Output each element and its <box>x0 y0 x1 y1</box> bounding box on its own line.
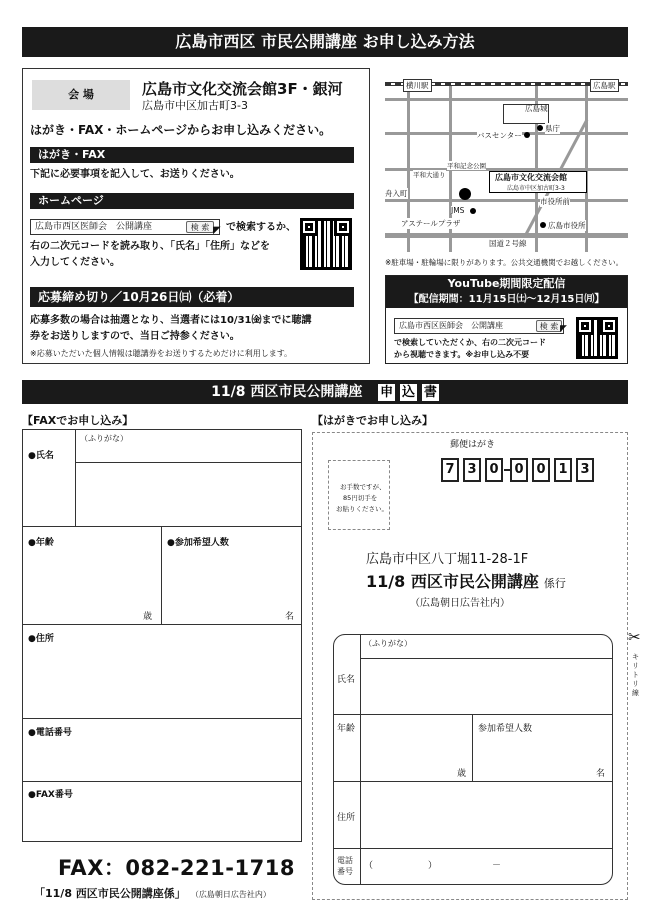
form-title-char: 込 <box>401 385 415 400</box>
fax-phone-label: ●電話番号 <box>28 728 72 738</box>
fax-row-divider <box>22 624 302 625</box>
city-hall-marker-icon <box>540 222 546 228</box>
sender-address-input[interactable] <box>361 782 612 848</box>
sender-phone-input[interactable] <box>361 849 612 884</box>
road-horizontal <box>385 98 628 101</box>
postal-digit: 7 <box>441 458 459 482</box>
map-hiroshima-station: 広島駅 <box>590 79 619 92</box>
form-title: 11/8 西区市民公開講座 <box>211 384 363 400</box>
stamp-text1: お手数ですが、 <box>340 483 386 491</box>
homepage-heading: ホームページ <box>30 193 354 209</box>
sender-phone-label2: 番号 <box>337 867 353 876</box>
page-title: 広島市西区 市民公開講座 お申し込み方法 <box>22 27 628 57</box>
venue-name: 広島市文化交流会館3F・銀河 <box>142 80 343 98</box>
youtube-text1: で検索していただくか、右の二次元コード <box>394 338 546 347</box>
cursor-icon: ◤ <box>213 225 221 236</box>
map-venue-name: 広島市文化交流会館 <box>495 173 567 182</box>
form-title-char: 申 <box>380 385 394 400</box>
road-horizontal <box>385 199 628 202</box>
sender-count-unit: 名 <box>596 769 606 779</box>
access-map <box>385 72 628 252</box>
search-button[interactable]: 検 索 <box>186 221 214 233</box>
cursor-icon: ◤ <box>560 324 567 334</box>
youtube-search-button[interactable]: 検 索 <box>536 320 562 332</box>
postal-digit: 0 <box>510 458 528 482</box>
form-title-char: 書 <box>423 385 437 400</box>
stamp-text3: お貼りください。 <box>336 505 388 513</box>
fax-count-unit: 名 <box>285 612 295 622</box>
fax-number-input[interactable] <box>23 800 301 841</box>
sender-count-input[interactable] <box>473 715 612 781</box>
homepage-text2: 右の二次元コードを読み取り、「氏名」「住所」などを <box>30 241 270 252</box>
map-venue-address: 広島市中区加古町3-3 <box>507 185 565 192</box>
fax-age-input[interactable] <box>23 527 161 624</box>
fax-number-label: ●FAX番号 <box>28 790 73 800</box>
map-yokogawa: 横川駅 <box>403 79 432 92</box>
fax-destination <box>34 882 271 901</box>
fax-count-label: ●参加希望人数 <box>167 538 229 548</box>
recipient <box>366 569 566 592</box>
fax-number: FAX：082-221-1718 <box>58 856 295 880</box>
postal-digit: 3 <box>463 458 481 482</box>
postcard-type: 郵便はがき <box>450 440 496 450</box>
postal-digit: 1 <box>554 458 572 482</box>
postcard-fax-text: 下記に必要事項を記入して、お送りください。 <box>30 169 240 180</box>
youtube-period: 【配信期間：11月15日㈯〜12月15日㈪】 <box>386 292 627 308</box>
map-prefecture: 県庁 <box>545 124 560 133</box>
jms-marker-icon <box>470 208 476 214</box>
fax-phone-input[interactable] <box>23 738 301 781</box>
postal-digit: 0 <box>532 458 550 482</box>
search-box[interactable]: 広島市西区医師会 公開講座 <box>30 219 220 235</box>
fax-address-label: ●住所 <box>28 634 54 644</box>
postal-digit: 3 <box>576 458 594 482</box>
venue-address: 広島市中区加古町3-3 <box>142 99 248 112</box>
prefecture-marker-icon <box>537 125 543 131</box>
fax-dest-note: （広島朝日広告社内） <box>190 890 271 899</box>
map-city-hall-mae: 市役所前 <box>540 197 570 206</box>
deadline-heading: 応募締め切り／10月26日㈰（必着） <box>30 287 354 307</box>
fax-row-divider <box>22 718 302 719</box>
scissors-icon: ✂ <box>628 628 641 646</box>
sender-age-label: 年齢 <box>337 724 356 734</box>
cut-line-label: キリトリ線 <box>632 653 639 697</box>
sender-furigana-label: （ふりがな） <box>364 639 412 648</box>
fax-furigana-label: （ふりがな） <box>80 434 128 443</box>
map-heiwa-odori: 平和大通り <box>413 171 446 179</box>
recipient-suffix: 係行 <box>543 577 566 590</box>
stamp-text2: 85円切手を <box>343 494 378 502</box>
bus-center-marker-icon <box>524 132 530 138</box>
sender-name-label: 氏名 <box>337 675 356 685</box>
youtube-title: YouTube期間限定配信 <box>386 276 627 292</box>
deadline-text1: 応募多数の場合は抽選となり、当選者には10/31㈮までに聴講 <box>30 315 312 326</box>
sender-age-unit: 歳 <box>457 769 467 779</box>
map-peace-park: 平和記念公園 <box>447 162 486 170</box>
phone-dash: － <box>492 861 502 871</box>
privacy-note: ※応募いただいた個人情報は聴講券をお送りするためだけに利用します。 <box>30 349 293 358</box>
homepage-text3: 入力してください。 <box>30 257 120 268</box>
map-city-hall: 広島市役所 <box>548 221 586 230</box>
map-bus-center: バスセンター <box>477 131 522 140</box>
qr-code-icon[interactable] <box>300 218 352 270</box>
methods-text: はがき・FAX・ホームページからお申し込みください。 <box>30 123 332 137</box>
sender-age-input[interactable] <box>361 715 472 781</box>
fax-name-input[interactable] <box>76 463 301 525</box>
sender-phone-label1: 電話 <box>337 856 353 865</box>
youtube-qr-code-icon[interactable] <box>576 317 618 359</box>
fax-dest: 「11/8 西区市民公開講座係」 <box>34 887 186 900</box>
venue-label: 会 場 <box>32 80 130 110</box>
homepage-text1: で検索するか、 <box>226 222 296 233</box>
map-castle: 広島城 <box>525 104 548 113</box>
phone-paren-left: （ <box>364 861 374 871</box>
fax-address-input[interactable] <box>23 645 301 718</box>
phone-paren-right: ） <box>428 861 438 871</box>
venue-marker-icon <box>459 188 471 200</box>
fax-age-label: ●年齢 <box>28 538 54 548</box>
map-jms: JMS <box>451 206 465 215</box>
map-route2: 国道２号線 <box>489 239 527 248</box>
deadline-text2: 券をお送りしますので、当日ご持参ください。 <box>30 331 240 342</box>
fax-age-unit: 歳 <box>143 612 153 622</box>
fax-heading: 【FAXでお申し込み】 <box>22 414 134 427</box>
postcard-fax-heading: はがき・FAX <box>30 147 354 163</box>
recipient-name: 11/8 西区市民公開講座 <box>366 572 539 591</box>
sender-name-input[interactable] <box>361 659 612 714</box>
postcard-heading: 【はがきでお申し込み】 <box>312 414 433 427</box>
youtube-text2: から視聴できます。※お申し込み不要 <box>394 350 530 359</box>
form-title-bar <box>22 380 628 404</box>
map-astel: アステールプラザ <box>401 219 461 228</box>
recipient-address: 広島市中区八丁堀11-28-1F <box>366 552 529 567</box>
fax-row-divider <box>22 781 302 782</box>
sender-count-label: 参加希望人数 <box>478 724 533 734</box>
postal-digit: 0 <box>485 458 503 482</box>
recipient-note: （広島朝日広告社内） <box>410 598 510 609</box>
sender-address-label: 住所 <box>337 813 356 823</box>
fax-count-input[interactable] <box>162 527 301 624</box>
youtube-search-box[interactable]: 広島市西区医師会 公開講座 <box>394 318 564 334</box>
map-funairi: 舟入町 <box>385 189 408 198</box>
fax-name-label: ●氏名 <box>28 451 54 461</box>
parking-note: ※駐車場・駐輪場に限りがあります。公共交通機関でお越しください。 <box>385 258 624 267</box>
